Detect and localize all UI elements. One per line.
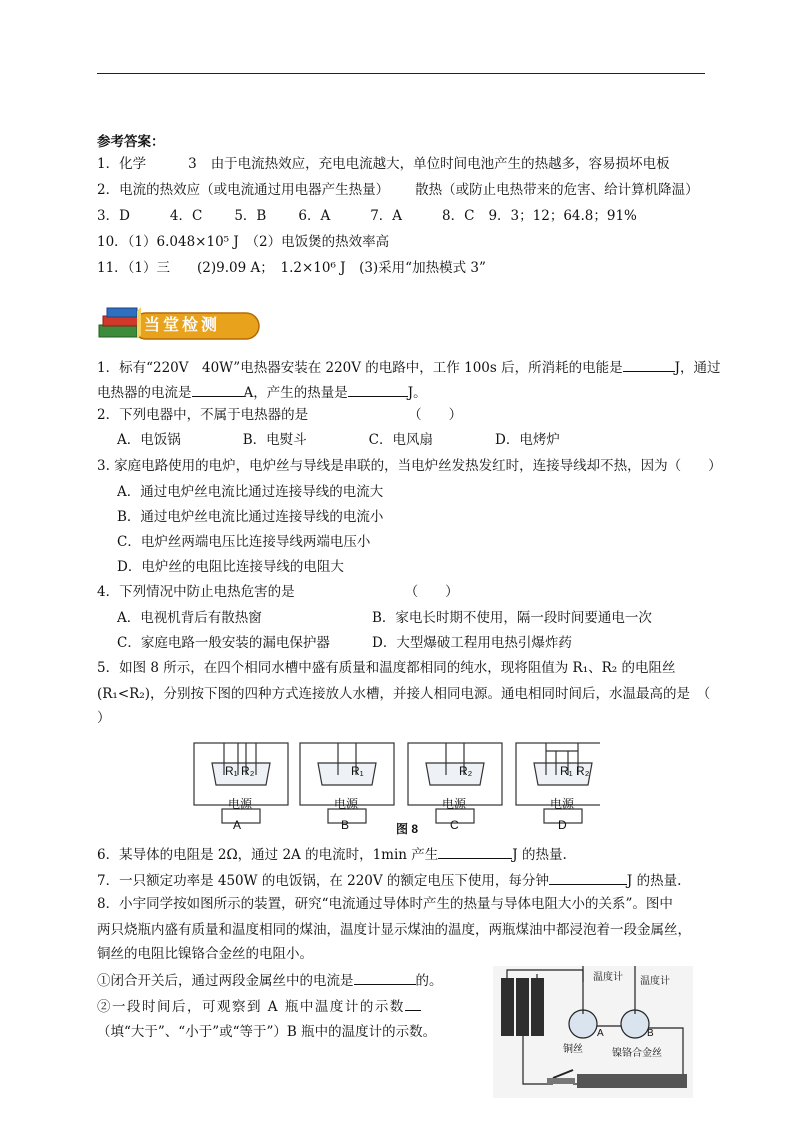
question-5-line2: (R₁<R₂)，分别按下图的四种方式连接放人水槽，并接人相同电源。通电相同时间后，水温最高的是 （	[97, 686, 711, 702]
answer-blank[interactable]	[438, 844, 512, 859]
answer-10: 10．（1）6.048×10⁵ J （2）电饭煲的热效率高	[97, 234, 390, 250]
answer-2: 2．电流的热效应（或电流通过用电器产生热量） 散热（或防止电热带来的危害、给计算机降温）	[97, 182, 699, 198]
answers-heading: 参考答案：	[97, 134, 165, 150]
answer-blank[interactable]	[623, 357, 675, 372]
circuit-c-label: C	[450, 818, 459, 832]
question-4-option-b: B．家电长时期不使用，隔一段时间要通电一次	[372, 610, 652, 626]
circuit-d-label: D	[558, 818, 567, 832]
circuit-b-power: 电源	[334, 797, 359, 811]
question-4: 4．下列情况中防止电热危害的是 （ ）	[97, 584, 459, 600]
question-3-option-c: C．电炉丝两端电压比连接导线两端电压小	[117, 534, 371, 550]
figure-8-circuits	[190, 737, 600, 835]
answer-blank[interactable]	[405, 996, 421, 1011]
question-4-option-d: D．大型爆破工程用电热引爆炸药	[372, 635, 572, 651]
question-3-option-d: D．电炉丝的电阻比连接导线的电阻大	[117, 559, 344, 575]
circuit-b-resistors: R₁	[351, 764, 364, 778]
flask-b-label: B	[647, 1028, 654, 1039]
question-8-step2: ②一段时间后，可观察到 A 瓶中温度计的示数	[97, 996, 421, 1017]
question-5-line1: 5．如图 8 所示，在四个相同水槽中盛有质量和温度都相同的纯水，现将阻值为 R₁、R₂ 的电阻丝	[97, 660, 676, 676]
question-8-line2: 两只烧瓶内盛有质量和温度相同的煤油，温度计显示煤油的温度，两瓶煤油中都浸泡着一段金属丝，	[97, 922, 691, 938]
question-8-step3: （填“大于”、“小于”或“等于”）B 瓶中的温度计的示数。	[97, 1024, 437, 1040]
question-8-line3: 铜丝的电阻比镍铬合金丝的电阻小。	[97, 946, 313, 962]
question-4-option-c: C．家庭电路一般安装的漏电保护器	[117, 635, 330, 651]
answer-1: 1．化学 3 由于电流热效应，充电电流越大，单位时间电池产生的热越多，容易损坏电板	[97, 156, 670, 172]
answer-3-9: 3．D 4．C 5．B 6．A 7．A 8．C 9．3；12；64.8；91%	[97, 208, 637, 224]
question-8-step1: ①闭合开关后，通过两段金属丝中的电流是 的。	[97, 970, 443, 991]
question-2: 2．下列电器中，不属于电热器的是 （ ）	[97, 407, 463, 423]
answer-blank[interactable]	[354, 970, 416, 985]
answer-blank[interactable]	[348, 382, 408, 397]
question-3-option-a: A．通过电炉丝电流比通过连接导线的电流大	[117, 484, 384, 500]
answer-11: 11．（1）三 (2)9.09 A； 1.2×10⁶ J (3)采用“加热模式 3”	[97, 260, 486, 276]
circuit-c-power: 电源	[442, 797, 467, 811]
figure-8-caption: 图 8	[396, 822, 419, 836]
circuit-c-resistors: R₂	[459, 764, 473, 778]
question-1-line2: 电热器的电流是 A，产生的热量是 J。	[97, 382, 427, 403]
question-6: 6．某导体的电阻是 2Ω，通过 2A 的电流时，1min 产生 J 的热量.	[97, 844, 567, 865]
question-3: 3. 家庭电路使用的电炉，电炉丝与导线是串联的，当电炉丝发热发红时，连接导线却不热，因为（ ）	[97, 458, 722, 474]
circuit-b-label: B	[341, 818, 350, 832]
flask-a-label: A	[597, 1028, 604, 1039]
circuit-d-resistors: R₁ R₂	[560, 764, 590, 778]
copper-wire-label: 铜丝	[563, 1044, 583, 1055]
circuit-a-power: 电源	[228, 797, 253, 811]
thermometer-2-label: 温度计	[640, 976, 670, 987]
answer-blank[interactable]	[192, 382, 244, 397]
circuit-d-power: 电源	[550, 797, 575, 811]
question-8-line1: 8．小宇同学按如图所示的装置，研究“电流通过导体时产生的热量与导体电阻大小的关系”。图中	[97, 896, 673, 912]
question-4-option-a: A．电视机背后有散热窗	[117, 610, 262, 626]
answer-blank[interactable]	[549, 870, 627, 885]
circuit-a-label: A	[233, 818, 242, 832]
header-rule	[97, 73, 705, 74]
alloy-wire-label: 镍铬合金丝	[612, 1048, 662, 1059]
question-2-options: A．电饭锅 B．电熨斗 C．电风扇 D．电烤炉	[117, 432, 560, 448]
banner-title: 当堂检测	[144, 315, 221, 334]
thermometer-1-label: 温度计	[593, 972, 623, 983]
circuit-a-resistors: R₁ R₂	[225, 764, 255, 778]
question-3-option-b: B．通过电炉丝电流比通过连接导线的电流小	[117, 509, 384, 525]
question-7: 7．一只额定功率是 450W 的电饭锅，在 220V 的额定电压下使用，每分钟 J 的热量.	[97, 870, 681, 891]
question-5-line3: ）	[97, 710, 111, 726]
question-1-line1: 1．标有“220V 40W”电热器安装在 220V 的电路中，工作 100s 后，所消耗的电能是 J，通过	[97, 357, 721, 378]
